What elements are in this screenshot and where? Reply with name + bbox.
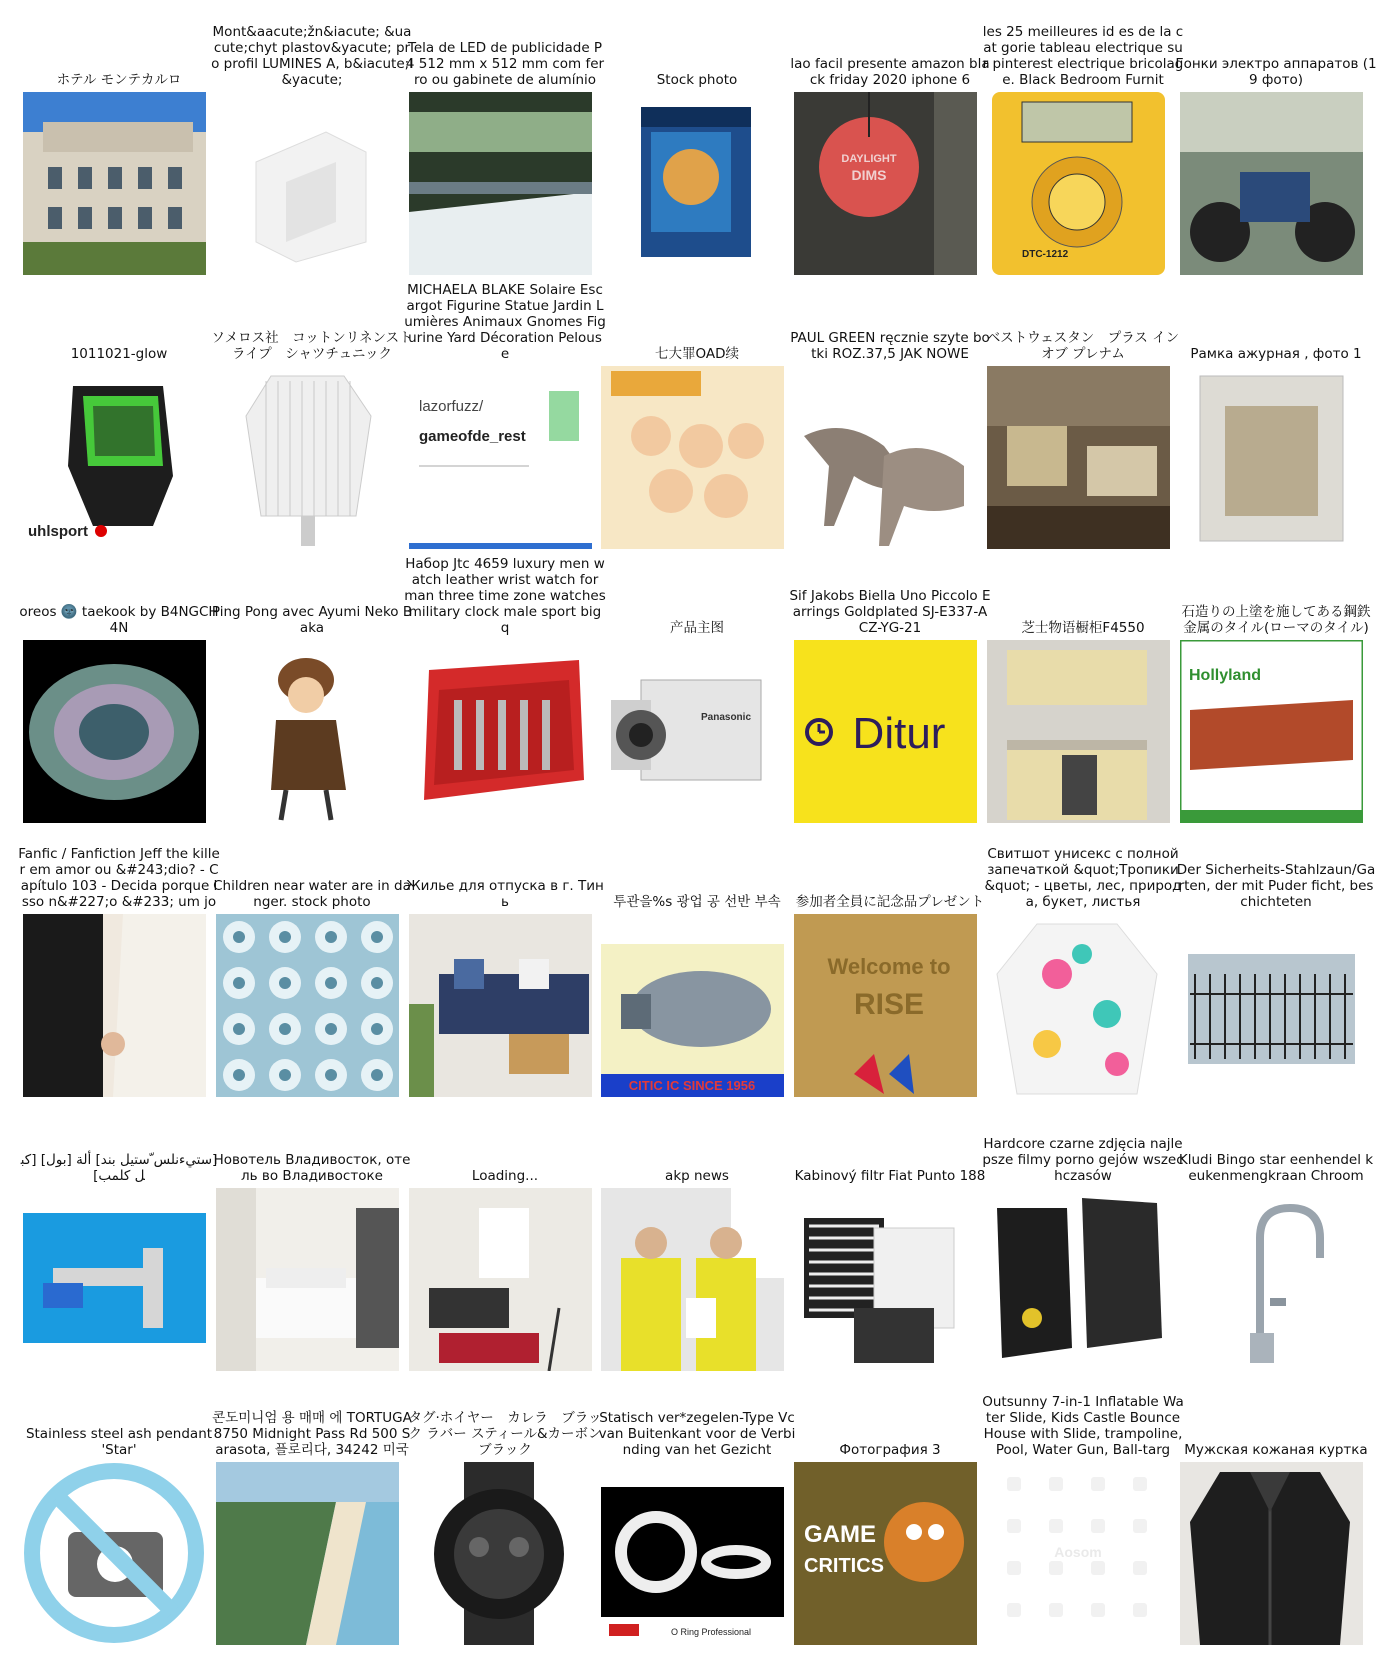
- grid-cell[interactable]: [211, 5, 413, 275]
- living-room-sofa-photo[interactable]: [409, 914, 592, 1097]
- grid-cell[interactable]: [601, 279, 793, 549]
- electric-vehicle-photo[interactable]: [1180, 92, 1363, 275]
- hotel-building-photo[interactable]: [23, 92, 206, 275]
- chrome-faucet-photo[interactable]: [1180, 1188, 1363, 1371]
- grid-cell[interactable]: [1176, 827, 1376, 1097]
- image-caption: 1011021-glow: [70, 346, 168, 362]
- high-heel-shoe-photo[interactable]: [794, 366, 977, 549]
- svg-text:GAME: GAME: [804, 1521, 876, 1548]
- image-caption: Жилье для отпуска в г. Тинь: [406, 878, 604, 910]
- image-caption: Рамка ажурная , фото 1: [1190, 346, 1362, 362]
- image-caption: PAUL GREEN ręcznie szyte botki ROZ.37,5 JAK NOWE: [790, 330, 990, 362]
- anime-cover-art[interactable]: [601, 366, 784, 549]
- ice-rink-arena-photo[interactable]: [409, 92, 592, 275]
- svg-text:Welcome to: Welcome to: [827, 954, 951, 979]
- grid-cell[interactable]: [982, 1375, 1184, 1645]
- ball-mill-machine-photo[interactable]: [601, 914, 784, 1097]
- lace-frame-photo[interactable]: [1180, 366, 1363, 549]
- image-caption: les 25 meilleures id es de la cat gorie tableau electrique sur pinterest electrique bricolage. Black Bedroom Furnit: [982, 24, 1184, 88]
- grid-cell[interactable]: [405, 5, 605, 275]
- grid-cell[interactable]: [984, 827, 1182, 1097]
- grid-cell[interactable]: [1180, 279, 1372, 549]
- kitchen-interior-photo[interactable]: [987, 640, 1170, 823]
- grid-cell[interactable]: [20, 1101, 218, 1371]
- image-caption: Гонки электро аппаратов (19 фото): [1175, 56, 1377, 88]
- grid-cell[interactable]: [23, 279, 215, 549]
- grid-cell[interactable]: [211, 553, 413, 823]
- snowflake-pattern[interactable]: [216, 914, 399, 1097]
- hotel-bedroom-photo[interactable]: [216, 1188, 399, 1371]
- image-caption: 芝士物语橱柜F4550: [1021, 620, 1145, 636]
- image-caption: ホテル モンテカルロ: [56, 72, 182, 88]
- image-caption: Mont&aacute;žn&iacute; &uacute;chyt plastov&yacute; pro profil LUMINES A, b&iacute;l&yacute;: [211, 24, 413, 88]
- image-caption: Hardcore czarne zdjęcia najlepsze filmy porno gejów wszechczasów: [982, 1136, 1184, 1184]
- grid-cell[interactable]: [794, 827, 986, 1097]
- grid-cell[interactable]: [601, 1101, 793, 1371]
- svg-text:uhlsport: uhlsport: [28, 523, 88, 540]
- faded-product-placeholder[interactable]: [987, 1462, 1170, 1645]
- grid-cell[interactable]: [601, 827, 793, 1097]
- steel-fence-photo[interactable]: [1180, 914, 1363, 1097]
- svg-text:DAYLIGHT: DAYLIGHT: [841, 153, 897, 165]
- grid-cell[interactable]: [19, 553, 219, 823]
- grid-cell[interactable]: [212, 1375, 412, 1645]
- grid-cell[interactable]: [406, 827, 604, 1097]
- grid-cell[interactable]: [404, 553, 606, 823]
- workers-certificate-photo[interactable]: [601, 1188, 784, 1371]
- image-caption: akp news: [665, 1168, 729, 1184]
- goalkeeper-glove-photo[interactable]: [23, 366, 206, 549]
- apartment-living-photo[interactable]: [409, 1188, 592, 1371]
- black-gloves-photo[interactable]: [987, 1188, 1170, 1371]
- grid-cell[interactable]: [1175, 5, 1377, 275]
- grid-cell[interactable]: [982, 5, 1184, 275]
- image-caption: MICHAELA BLAKE Solaire Escargot Figurine Statue Jardin Lumières Animaux Gnomes Figurine Yard Décoration Pelouse: [404, 282, 606, 362]
- image-caption: 콘도미니엄 용 매매 에 TORTUGA 8750 Midnight Pass Rd 500 Sarasota, 플로리다, 34242 미국: [212, 1410, 412, 1458]
- image-caption: Ping Pong avec Ayumi Neko Baka: [211, 604, 413, 636]
- image-caption: Stainless steel ash pendant 'Star': [25, 1426, 213, 1458]
- image-caption: Tela de LED de publicidade P4 512 mm x 512 mm com ferro ou gabinete de alumínio: [405, 40, 605, 88]
- image-caption: 参加者全員に記念品プレゼント: [795, 894, 985, 910]
- grid-cell[interactable]: [794, 1375, 986, 1645]
- image-caption: Набор Jtc 4659 luxury men watch leather wrist watch for man three time zone watches military clock male sport big q: [404, 556, 606, 636]
- grid-cell[interactable]: [213, 1101, 411, 1371]
- roof-tile-photo[interactable]: [1180, 640, 1363, 823]
- image-caption: [ستيءنلس ّستيل بند] ألة [بول] [كبل كلمب]: [20, 1152, 218, 1184]
- image-caption: Фотография 3: [839, 1442, 941, 1458]
- image-caption: 七大罪OAD续: [654, 346, 740, 362]
- image-caption: Outsunny 7-in-1 Inflatable Water Slide, Kids Castle Bounce House with Slide, trampoline, Pool, Water Gun, Ball-targ: [982, 1394, 1184, 1458]
- svg-text:DTC-1212: DTC-1212: [1022, 249, 1069, 260]
- image-caption: Sif Jakobs Biella Uno Piccolo Earrings Goldplated SJ-E337-ACZ-YG-21: [789, 588, 991, 636]
- svg-text:lazorfuzz/: lazorfuzz/: [419, 398, 484, 415]
- svg-text:CRITICS: CRITICS: [804, 1555, 884, 1577]
- tropical-sweatshirt-photo[interactable]: [987, 914, 1170, 1097]
- svg-text:O Ring Professional: O Ring Professional: [670, 1627, 752, 1637]
- grid-cell[interactable]: [601, 5, 793, 275]
- image-caption: Мужская кожаная куртка: [1184, 1442, 1368, 1458]
- grid-cell[interactable]: [409, 1375, 601, 1645]
- yellow-multimeter-photo[interactable]: [987, 92, 1170, 275]
- blurry-room-photo[interactable]: [987, 366, 1170, 549]
- grid-cell[interactable]: [790, 5, 990, 275]
- grid-cell[interactable]: [790, 279, 990, 549]
- image-caption: Der Sicherheits-Stahlzaun/Garten, der mit Puder ficht, beschichteten: [1176, 862, 1376, 910]
- leather-jacket-photo[interactable]: [1180, 1462, 1363, 1645]
- svg-text:DIMS: DIMS: [851, 167, 887, 183]
- grid-cell[interactable]: [789, 553, 991, 823]
- black-watch-photo[interactable]: [409, 1462, 592, 1645]
- image-caption: ベストウェスタン プラス イン オブ プレナム: [986, 330, 1180, 362]
- grid-cell[interactable]: [1180, 1375, 1372, 1645]
- image-caption: Children near water are in danger. stock photo: [213, 878, 411, 910]
- grid-cell[interactable]: [987, 553, 1179, 823]
- image-caption: Свитшот унисекс с полной запечаткой &quot;Тропики&quot; - цветы, лес, природа, букет, листья: [984, 846, 1182, 910]
- image-caption: oreos 🌚 taekook by B4NGCH4N: [19, 604, 219, 636]
- svg-text:Aosom: Aosom: [1054, 1544, 1102, 1560]
- grid-cell[interactable]: [1180, 553, 1372, 823]
- repository-card-screenshot[interactable]: [409, 366, 592, 549]
- grid-cell[interactable]: [598, 1375, 796, 1645]
- daylight-dims-poster[interactable]: [794, 92, 977, 275]
- image-caption: Stock photo: [656, 72, 738, 88]
- welcome-to-rise-sand-photo[interactable]: [794, 914, 977, 1097]
- image-caption: Новотель Владивосток, отель во Владивостоке: [213, 1152, 411, 1184]
- no-photo-icon[interactable]: [23, 1462, 206, 1645]
- white-o-rings-photo[interactable]: [601, 1462, 784, 1645]
- grid-cell[interactable]: [23, 1375, 215, 1645]
- security-camera-photo[interactable]: [601, 640, 784, 823]
- game-critics-art[interactable]: [794, 1462, 977, 1645]
- image-caption: 石造りの上塗を施してある鋼鉄金属のタイル(ローマのタイル): [1181, 604, 1371, 636]
- red-tool-case-photo[interactable]: [409, 640, 592, 823]
- striped-shirt-photo[interactable]: [216, 366, 399, 549]
- cabin-filter-photo[interactable]: [794, 1188, 977, 1371]
- ditur-logo[interactable]: [794, 640, 977, 823]
- grid-cell[interactable]: [1180, 1101, 1372, 1371]
- image-caption: Statisch ver*zegelen-Type Vc van Buitenkant voor de Verbinding van het Gezicht: [598, 1410, 796, 1458]
- image-caption: ソメロス社 コットンリネンストライプ シャツチュニック: [211, 330, 413, 362]
- grid-cell[interactable]: [982, 1101, 1184, 1371]
- grid-cell[interactable]: [211, 279, 413, 549]
- grid-cell[interactable]: [213, 827, 411, 1097]
- cartoon-character-drawing[interactable]: [216, 640, 399, 823]
- svg-text:Hollyland: Hollyland: [1188, 667, 1262, 684]
- svg-text:RISE: RISE: [853, 988, 925, 1021]
- holding-hands-photo[interactable]: [23, 914, 206, 1097]
- grid-cell[interactable]: [987, 279, 1179, 549]
- svg-text:Ditur: Ditur: [852, 709, 946, 758]
- grid-cell[interactable]: [18, 827, 220, 1097]
- image-caption: タグ·ホイヤー カレラ ブラック ラバー スティール&カーボン ブラック: [408, 1410, 602, 1458]
- grid-cell[interactable]: [404, 279, 606, 549]
- svg-text:gameofde_rest: gameofde_rest: [419, 428, 526, 445]
- image-caption: Kabinový filtr Fiat Punto 188: [794, 1168, 986, 1184]
- swirl-ellipse-art[interactable]: [23, 640, 206, 823]
- aerial-beach-photo[interactable]: [216, 1462, 399, 1645]
- banding-tool-photo[interactable]: [23, 1188, 206, 1371]
- image-caption: 产品主图: [670, 620, 724, 636]
- dvd-boxset-photo[interactable]: [601, 92, 784, 275]
- svg-text:CITIC IC SINCE 1956: CITIC IC SINCE 1956: [628, 1078, 756, 1093]
- image-caption: Fanfic / Fanfiction Jeff the killer em amor ou &#243;dio? - Capítulo 103 - Decida porque isso n&#227;o &#233; um jo: [18, 846, 220, 910]
- grid-cell[interactable]: [601, 553, 793, 823]
- grid-cell[interactable]: [409, 1101, 601, 1371]
- image-caption: lao facil presente amazon black friday 2020 iphone 6: [790, 56, 990, 88]
- grid-cell[interactable]: [23, 5, 215, 275]
- image-caption: Loading...: [471, 1168, 539, 1184]
- image-caption: Kludi Bingo star eenhendel keukenmengkraan Chroom: [1178, 1152, 1374, 1184]
- image-caption: 투관을%s 광업 공 선반 부속: [613, 894, 781, 910]
- grid-cell[interactable]: [794, 1101, 986, 1371]
- white-plastic-clip-photo[interactable]: [216, 92, 399, 275]
- svg-text:Panasonic: Panasonic: [700, 712, 752, 723]
